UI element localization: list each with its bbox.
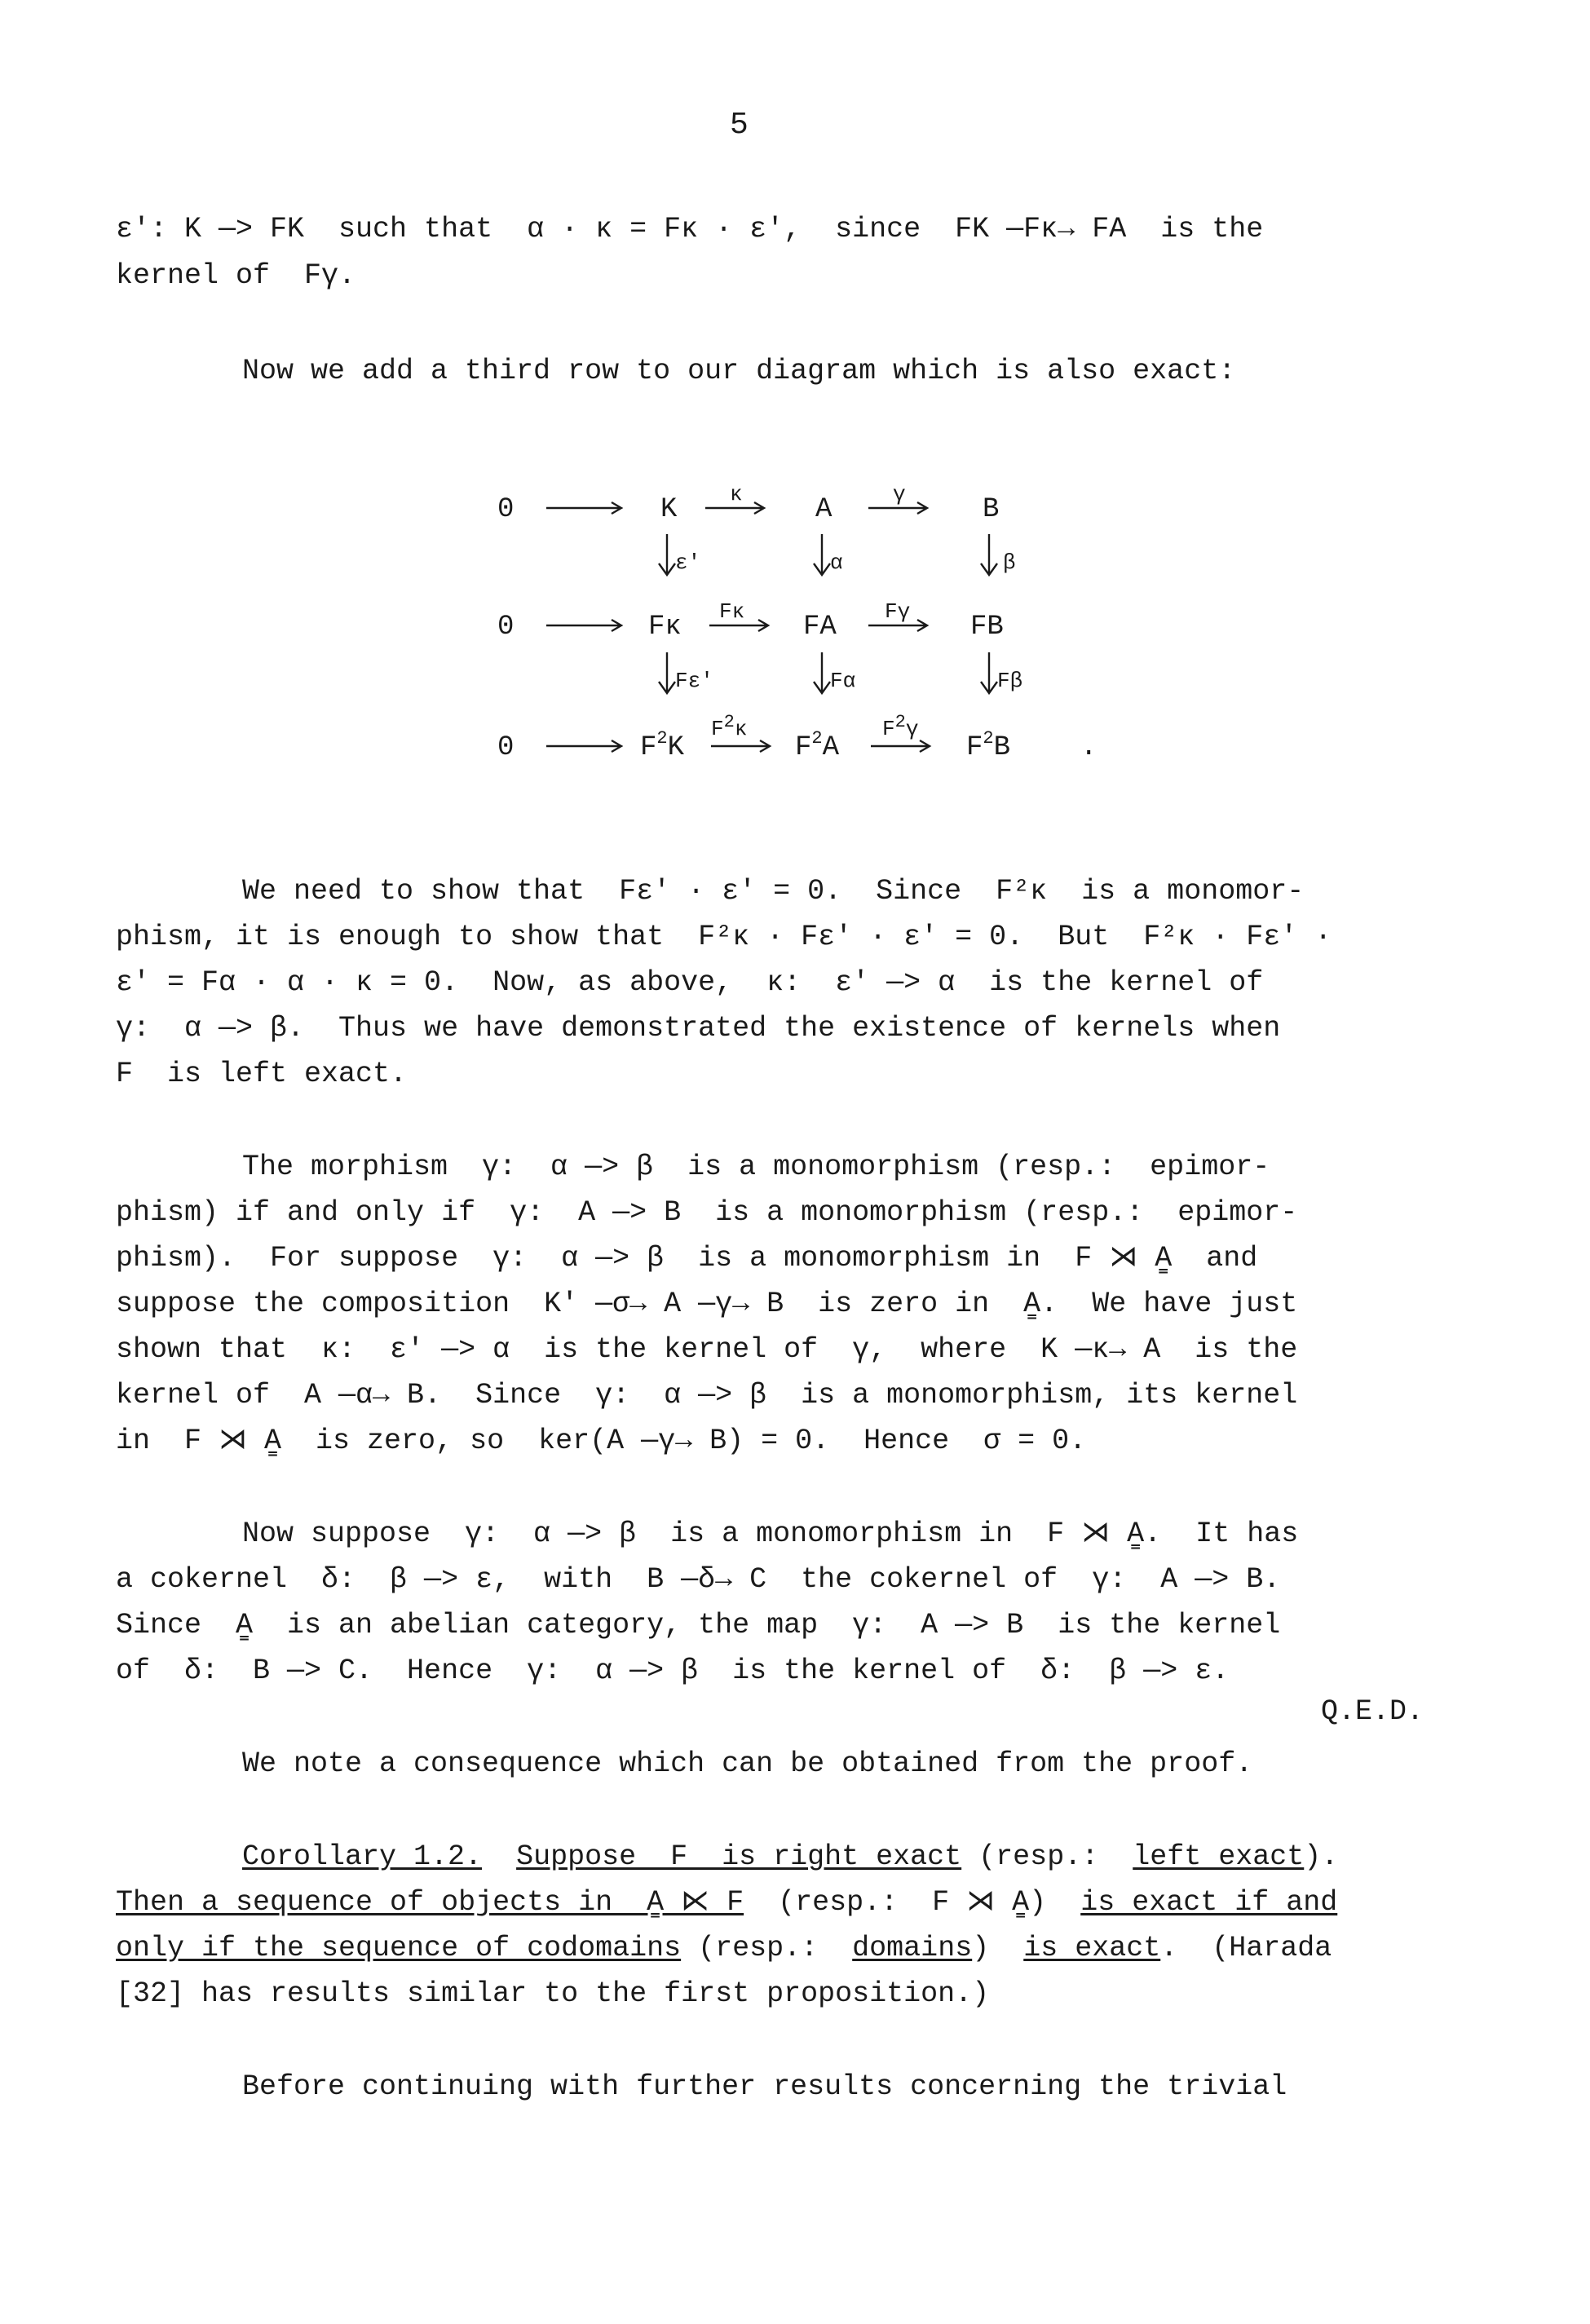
- text-line: phism) if and only if γ: A —> B is a monomorphism (resp.: epimor-: [116, 1196, 1298, 1229]
- corollary-text: left exact: [1133, 1840, 1305, 1873]
- corollary-line: [116, 1884, 1420, 1921]
- text-line: ε' = Fα · α · κ = 0. Now, as above, κ: ε' —> α is the kernel of: [116, 966, 1264, 999]
- text-line: We note a consequence which can be obtained from the proof.: [242, 1747, 1253, 1780]
- text-line: in F ⋊ A̳ is zero, so ker(A —γ→ B) = 0. Hence σ = 0.: [116, 1425, 1087, 1457]
- corollary-text: Then a sequence of objects in A̳ ⋉ F: [116, 1886, 744, 1919]
- corollary-text: . (Harada: [1160, 1932, 1332, 1964]
- corollary-text: domains: [852, 1932, 973, 1964]
- map-label-alpha: α: [830, 550, 843, 575]
- text-line: The morphism γ: α —> β is a monomorphism (resp.: epimor-: [242, 1151, 1270, 1183]
- page-number: 5: [730, 108, 749, 143]
- diagram-object-fa: FA: [803, 612, 837, 643]
- arrow-f2-gamma: [871, 740, 930, 752]
- corollary-text: only if the sequence of codomains: [116, 1932, 682, 1964]
- text-line: Since A̳ is an abelian category, the map γ: A —> B is the kernel: [116, 1609, 1281, 1641]
- arrow-zero-k: [546, 502, 621, 514]
- diagram-object-k: K: [660, 494, 678, 525]
- diagram-object-f2a: $F^2A$: [795, 728, 840, 763]
- map-label-gamma: γ: [893, 482, 906, 506]
- text-line: γ: α —> β. Thus we have demonstrated the existence of kernels when: [116, 1012, 1281, 1045]
- text-line: phism). For suppose γ: α —> β is a monomorphism in F ⋊ A̳ and: [116, 1242, 1258, 1275]
- commutative-diagram: [489, 477, 1109, 787]
- map-label-f-alpha: Fα: [830, 669, 856, 693]
- corollary-text: Suppose F is right exact: [516, 1840, 962, 1873]
- vertical-arrow: [814, 652, 830, 693]
- corollary-text: ).: [1304, 1840, 1339, 1873]
- map-label-f-gamma: Fγ: [885, 599, 911, 624]
- text-line: Before continuing with further results concerning the trivial: [242, 2070, 1287, 2103]
- map-label-epsilon: ε': [675, 550, 701, 575]
- map-label-f-kappa: Fκ: [719, 599, 745, 624]
- text-line: shown that κ: ε' —> α is the kernel of γ, where K —κ→ A is the: [116, 1333, 1298, 1366]
- corollary-text: (resp.: F ⋊ A̳): [744, 1886, 1081, 1919]
- text-line: F is left exact.: [116, 1058, 408, 1090]
- text-line: phism, it is enough to show that F²κ · Fε' · ε' = 0. But F²κ · Fε' ·: [116, 921, 1332, 953]
- text-line: kernel of A —α→ B. Since γ: α —> β is a monomorphism, its kernel: [116, 1379, 1298, 1412]
- vertical-arrow: [659, 534, 675, 575]
- map-label-f2-gamma: $F^2\gamma$: [882, 712, 919, 741]
- arrow-f2-kappa: [711, 740, 770, 752]
- diagram-object-b: B: [983, 494, 1000, 525]
- text-line: ε': K —> FK such that α · κ = Fκ · ε', since FK —Fκ→ FA is the: [116, 213, 1264, 245]
- text-line: kernel of Fγ.: [116, 259, 356, 292]
- text-line: a cokernel δ: β —> ε, with B —δ→ C the cokernel of γ: A —> B.: [116, 1563, 1281, 1596]
- vertical-arrow: [659, 652, 675, 693]
- text-line: of δ: B —> C. Hence γ: α —> β is the kernel of δ: β —> ε.: [116, 1655, 1230, 1687]
- diagram-period: .: [1080, 732, 1098, 763]
- map-label-f2-kappa: $F^2\kappa$: [711, 712, 748, 741]
- diagram-object-fb: FB: [970, 612, 1004, 643]
- arrow-zero-f2k: [546, 740, 621, 752]
- text-line: Now we add a third row to our diagram which is also exact:: [242, 355, 1236, 387]
- text-line: Now suppose γ: α —> β is a monomorphism in F ⋊ A̳. It has: [242, 1518, 1299, 1550]
- corollary-text: (resp.:: [961, 1840, 1133, 1873]
- corollary-text: (resp.:: [681, 1932, 853, 1964]
- diagram-zero: 0: [497, 732, 515, 763]
- map-label-f-beta: Fβ: [997, 669, 1023, 693]
- diagram-zero: 0: [497, 494, 515, 525]
- corollary-line: [242, 1838, 1547, 1876]
- arrow-zero-fk: [546, 620, 621, 631]
- corollary-text: is exact: [1023, 1932, 1161, 1964]
- map-label-beta: β: [1003, 550, 1016, 575]
- vertical-arrow: [981, 534, 997, 575]
- qed-marker: Q.E.D.: [1321, 1695, 1424, 1728]
- map-label-f-epsilon: Fε': [675, 669, 713, 693]
- corollary-text: ): [972, 1932, 1024, 1964]
- diagram-object-f2k: $F^2K$: [640, 728, 685, 763]
- text-line: We need to show that Fε' · ε' = 0. Since F²κ is a monomor-: [242, 875, 1305, 908]
- diagram-zero: 0: [497, 612, 515, 643]
- diagram-object-f2b: $F^2B$: [966, 728, 1011, 763]
- diagram-object-fk: Fκ: [648, 612, 682, 643]
- corollary-label: Corollary 1.2.: [242, 1840, 483, 1873]
- diagram-object-a: A: [815, 494, 833, 525]
- map-label-kappa: κ: [730, 482, 743, 506]
- vertical-arrow: [981, 652, 997, 693]
- corollary-line: [116, 1929, 1420, 1967]
- text-line: [32] has results similar to the first proposition.): [116, 1977, 990, 2010]
- text-line: suppose the composition K' —σ→ A —γ→ B is zero in A̳. We have just: [116, 1288, 1298, 1320]
- corollary-text: is exact if and: [1080, 1886, 1338, 1919]
- vertical-arrow: [814, 534, 830, 575]
